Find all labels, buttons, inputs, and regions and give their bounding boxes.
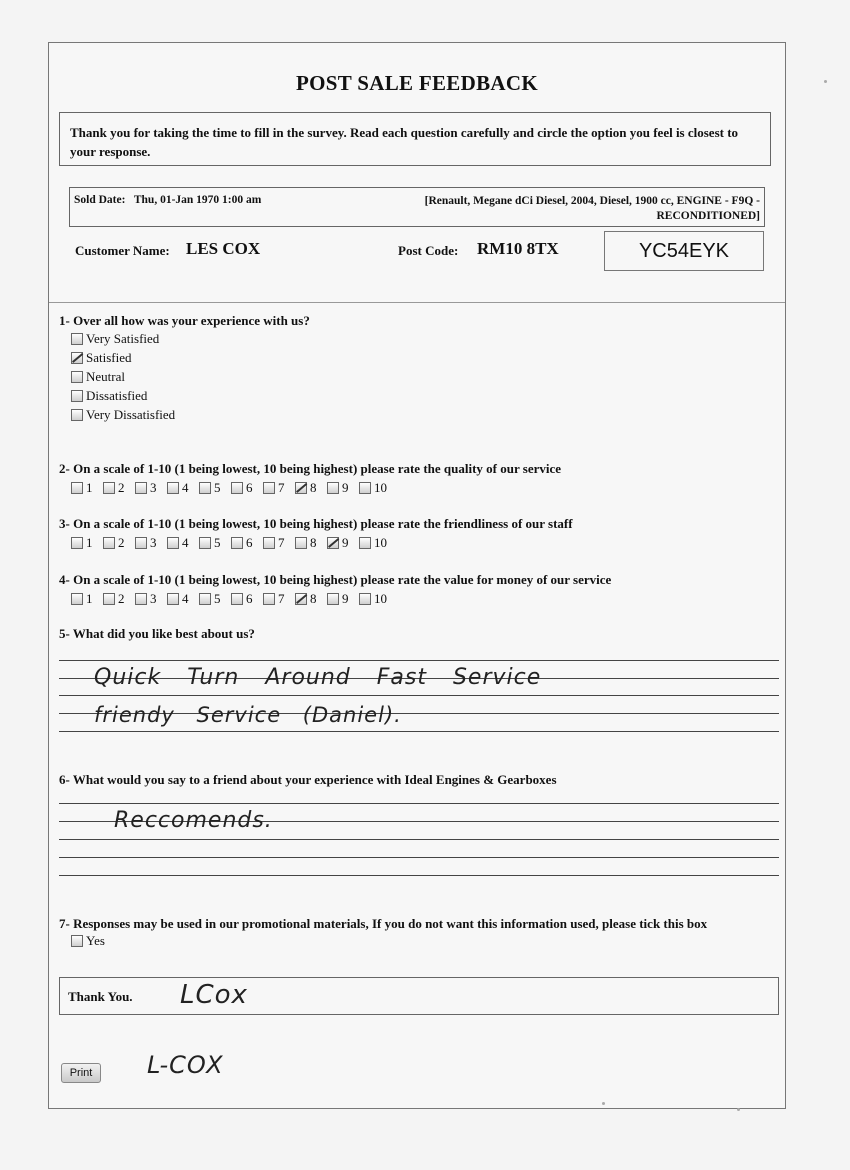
checkbox[interactable] xyxy=(135,537,147,549)
customer-name-value: LES COX xyxy=(186,239,261,258)
sold-date-value: Thu, 01-Jan 1970 1:00 am xyxy=(133,194,262,206)
answer-line xyxy=(59,839,779,840)
q2-scale-label: 5 xyxy=(214,479,221,495)
q4-scale-label: 3 xyxy=(150,590,157,606)
checkbox-checked[interactable] xyxy=(295,482,307,494)
checkbox[interactable] xyxy=(167,482,179,494)
checkbox[interactable] xyxy=(199,593,211,605)
q2-scale-label: 4 xyxy=(182,479,189,495)
q4-scale xyxy=(71,589,391,608)
q3-scale-option[interactable] xyxy=(295,533,327,552)
q4-scale-option[interactable] xyxy=(71,589,103,608)
checkbox[interactable] xyxy=(71,935,83,947)
question-4: 4- On a scale of 1-10 (1 being lowest, 10 being highest) please rate the value for money of our service xyxy=(59,572,612,587)
sold-date-label: Sold Date: xyxy=(74,194,126,206)
intro-box: Thank you for taking the time to fill in the survey. Read each question carefully and circle the option you feel is closest to your response. xyxy=(59,112,771,166)
checkbox[interactable] xyxy=(167,593,179,605)
thank-you-box xyxy=(59,977,779,1015)
question-2: 2- On a scale of 1-10 (1 being lowest, 10 being highest) please rate the quality of our service xyxy=(59,461,562,476)
checkbox[interactable] xyxy=(199,482,211,494)
q2-scale-option[interactable] xyxy=(167,478,199,497)
q2-scale-option[interactable] xyxy=(359,478,391,497)
q3-scale-label: 5 xyxy=(214,534,221,550)
q5-handwritten-line2: friendy Service (Daniel). xyxy=(94,703,402,727)
q3-scale-option[interactable] xyxy=(263,533,295,552)
answer-line xyxy=(59,875,779,876)
q4-scale-label: 5 xyxy=(214,590,221,606)
checkbox[interactable] xyxy=(231,537,243,549)
q7-option-label: Yes xyxy=(86,932,105,948)
q3-scale-option[interactable] xyxy=(103,533,135,552)
q2-scale-option[interactable] xyxy=(295,478,327,497)
question-6: 6- What would you say to a friend about your experience with Ideal Engines & Gearboxes xyxy=(59,772,557,787)
scan-speck xyxy=(824,80,827,83)
checkbox[interactable] xyxy=(103,593,115,605)
q2-scale-option[interactable] xyxy=(327,478,359,497)
q4-scale-label: 10 xyxy=(374,590,387,606)
checkbox-checked[interactable] xyxy=(327,537,339,549)
sale-details-box xyxy=(69,187,765,227)
checkbox[interactable] xyxy=(263,482,275,494)
q2-scale-option[interactable] xyxy=(199,478,231,497)
thank-you-label: Thank You. xyxy=(68,989,133,1004)
q1-option[interactable] xyxy=(71,405,175,424)
q1-option-label: Dissatisfied xyxy=(86,387,148,403)
checkbox[interactable] xyxy=(71,537,83,549)
q3-scale-option[interactable] xyxy=(167,533,199,552)
q4-scale-option[interactable] xyxy=(199,589,231,608)
checkbox[interactable] xyxy=(359,537,371,549)
answer-line xyxy=(59,660,779,661)
feedback-form xyxy=(48,42,786,1109)
checkbox[interactable] xyxy=(295,537,307,549)
q6-handwritten-answer: Reccomends. xyxy=(114,808,273,833)
q3-scale-option[interactable] xyxy=(71,533,103,552)
q4-scale-option[interactable] xyxy=(103,589,135,608)
checkbox[interactable] xyxy=(327,482,339,494)
checkbox[interactable] xyxy=(103,537,115,549)
q2-scale-label: 2 xyxy=(118,479,125,495)
q3-scale xyxy=(71,533,391,552)
q1-option[interactable] xyxy=(71,329,175,348)
answer-line xyxy=(59,695,779,696)
q4-scale-label: 2 xyxy=(118,590,125,606)
checkbox[interactable] xyxy=(199,537,211,549)
q4-scale-option[interactable] xyxy=(359,589,391,608)
q3-scale-label: 1 xyxy=(86,534,93,550)
checkbox[interactable] xyxy=(263,537,275,549)
checkbox[interactable] xyxy=(135,593,147,605)
checkbox[interactable] xyxy=(71,333,83,345)
q4-scale-label: 6 xyxy=(246,590,253,606)
question-7: 7- Responses may be used in our promotional materials, If you do not want this information used, please tick this box xyxy=(59,916,708,931)
q2-scale-option[interactable] xyxy=(103,478,135,497)
section-divider xyxy=(49,302,785,303)
q2-scale-label: 7 xyxy=(278,479,285,495)
q2-scale-label: 1 xyxy=(86,479,93,495)
q2-scale-option[interactable] xyxy=(135,478,167,497)
q2-scale-option[interactable] xyxy=(231,478,263,497)
vehicle-details: [Renault, Megane dCi Diesel, 2004, Diesel, 1900 cc, ENGINE - F9Q - RECONDITIONED] xyxy=(424,195,760,222)
checkbox[interactable] xyxy=(71,593,83,605)
q4-scale-label: 1 xyxy=(86,590,93,606)
q3-scale-option[interactable] xyxy=(135,533,167,552)
question-1: 1- Over all how was your experience with us? xyxy=(59,313,310,328)
registration-box: YC54EYK xyxy=(604,231,764,271)
q3-scale-label: 10 xyxy=(374,534,387,550)
q2-scale-option[interactable] xyxy=(263,478,295,497)
q3-scale-option[interactable] xyxy=(359,533,391,552)
q2-scale-label: 10 xyxy=(374,479,387,495)
scan-speck xyxy=(737,1108,740,1111)
q4-scale-option[interactable] xyxy=(295,589,327,608)
checkbox-checked[interactable] xyxy=(295,593,307,605)
answer-line xyxy=(59,803,779,804)
checkbox[interactable] xyxy=(71,371,83,383)
q4-scale-option[interactable] xyxy=(135,589,167,608)
signature: LCox xyxy=(180,980,248,1010)
handwritten-name: L-COX xyxy=(147,1051,224,1079)
checkbox-checked[interactable] xyxy=(71,352,83,364)
q5-handwritten-line1: Quick Turn Around Fast Service xyxy=(94,665,542,690)
q4-scale-label: 9 xyxy=(342,590,349,606)
q4-scale-option[interactable] xyxy=(327,589,359,608)
answer-line xyxy=(59,857,779,858)
q1-option-label: Very Dissatisfied xyxy=(86,406,176,422)
q2-scale xyxy=(71,478,391,497)
q4-scale-option[interactable] xyxy=(231,589,263,608)
q4-scale-label: 4 xyxy=(182,590,189,606)
question-5: 5- What did you like best about us? xyxy=(59,626,255,641)
q3-scale-label: 6 xyxy=(246,534,253,550)
answer-line xyxy=(59,731,779,732)
print-button[interactable]: Print xyxy=(61,1063,101,1083)
checkbox[interactable] xyxy=(71,409,83,421)
sold-date xyxy=(74,194,261,206)
checkbox[interactable] xyxy=(359,593,371,605)
q4-scale-option[interactable] xyxy=(263,589,295,608)
q1-option-label: Very Satisfied xyxy=(86,330,160,346)
checkbox[interactable] xyxy=(167,537,179,549)
checkbox[interactable] xyxy=(135,482,147,494)
q2-scale-label: 3 xyxy=(150,479,157,495)
q4-scale-label: 8 xyxy=(310,590,317,606)
checkbox[interactable] xyxy=(71,390,83,402)
checkbox[interactable] xyxy=(231,593,243,605)
checkbox[interactable] xyxy=(231,482,243,494)
customer-name-label: Customer Name: xyxy=(75,243,170,258)
q1-option-label: Satisfied xyxy=(86,349,132,365)
q1-option[interactable] xyxy=(71,367,175,386)
q7-option[interactable] xyxy=(71,931,105,950)
q1-option[interactable] xyxy=(71,348,175,367)
q2-scale-label: 9 xyxy=(342,479,349,495)
checkbox[interactable] xyxy=(263,593,275,605)
q3-scale-label: 4 xyxy=(182,534,189,550)
q3-scale-option[interactable] xyxy=(231,533,263,552)
checkbox[interactable] xyxy=(103,482,115,494)
checkbox[interactable] xyxy=(327,593,339,605)
q1-option-label: Neutral xyxy=(86,368,125,384)
q3-scale-label: 2 xyxy=(118,534,125,550)
checkbox[interactable] xyxy=(71,482,83,494)
q3-scale-label: 9 xyxy=(342,534,349,550)
q3-scale-option[interactable] xyxy=(327,533,359,552)
postcode-label: Post Code: xyxy=(398,243,459,258)
q3-scale-label: 3 xyxy=(150,534,157,550)
q7-options xyxy=(71,931,105,950)
q2-scale-option[interactable] xyxy=(71,478,103,497)
q1-options xyxy=(71,329,175,424)
q2-scale-label: 6 xyxy=(246,479,253,495)
q3-scale-option[interactable] xyxy=(199,533,231,552)
q4-scale-option[interactable] xyxy=(167,589,199,608)
q4-scale-label: 7 xyxy=(278,590,285,606)
q3-scale-label: 8 xyxy=(310,534,317,550)
q2-scale-label: 8 xyxy=(310,479,317,495)
q1-option[interactable] xyxy=(71,386,175,405)
q3-scale-label: 7 xyxy=(278,534,285,550)
postcode-value: RM10 8TX xyxy=(477,239,559,258)
scan-speck xyxy=(602,1102,605,1105)
question-3: 3- On a scale of 1-10 (1 being lowest, 10 being highest) please rate the friendliness of our staff xyxy=(59,516,573,531)
page-title: POST SALE FEEDBACK xyxy=(296,71,538,95)
checkbox[interactable] xyxy=(359,482,371,494)
